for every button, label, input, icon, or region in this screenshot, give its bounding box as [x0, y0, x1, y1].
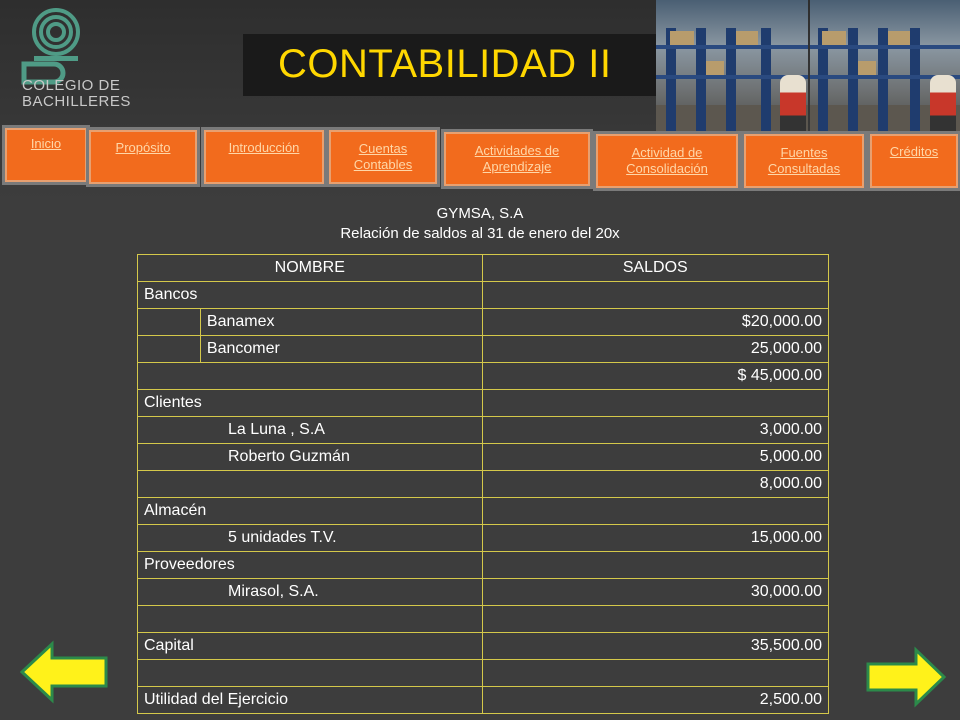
nav-proposito-button[interactable]: Propósito — [89, 130, 197, 184]
row-value: 25,000.00 — [482, 336, 828, 363]
row-label: Capital — [138, 633, 483, 660]
row-label: Clientes — [138, 390, 483, 417]
table-row — [138, 498, 829, 525]
arrow-left-icon[interactable] — [18, 640, 110, 704]
logo-line2: BACHILLERES — [22, 93, 131, 110]
table-row — [138, 579, 829, 606]
row-label: Roberto Guzmán — [138, 444, 483, 471]
table-row — [138, 552, 829, 579]
balance-table — [137, 254, 829, 714]
nav-actividades-aprendizaje-button[interactable]: Actividades de Aprendizaje — [444, 132, 590, 186]
nav-actividad-consolidacion-button[interactable]: Actividad de Consolidación — [596, 134, 738, 188]
row-value: $20,000.00 — [482, 309, 828, 336]
header-saldos: SALDOS — [482, 255, 828, 282]
table-row — [138, 417, 829, 444]
company-name: GYMSA, S.A — [436, 205, 524, 222]
table-row — [138, 363, 829, 390]
row-value: 3,000.00 — [482, 417, 828, 444]
warehouse-photo-2 — [810, 0, 960, 133]
nav-creditos-button[interactable]: Créditos — [870, 134, 958, 188]
row-label: Bancos — [138, 282, 483, 309]
logo-text — [22, 78, 131, 110]
logo-line1: COLEGIO DE — [22, 77, 121, 94]
table-row — [138, 687, 829, 714]
report-subtitle: Relación de saldos al 31 de enero del 20x — [340, 225, 620, 242]
table-row — [138, 282, 829, 309]
arrow-right-icon[interactable] — [864, 646, 948, 708]
header-nombre: NOMBRE — [138, 255, 483, 282]
table-row — [138, 606, 829, 633]
page-title: CONTABILIDAD II — [278, 42, 612, 86]
row-value: 30,000.00 — [482, 579, 828, 606]
nav-inicio-button[interactable]: Inicio — [5, 128, 87, 182]
row-label: La Luna , S.A — [138, 417, 483, 444]
row-label: Utilidad del Ejercicio — [138, 687, 483, 714]
row-label: Banamex — [200, 309, 482, 336]
row-value: 5,000.00 — [482, 444, 828, 471]
nav-fuentes-consultadas-button[interactable]: Fuentes Consultadas — [744, 134, 864, 188]
nav-introduccion-button[interactable]: Introducción — [204, 130, 324, 184]
table-row — [138, 471, 829, 498]
row-label: Proveedores — [138, 552, 483, 579]
row-label: Mirasol, S.A. — [138, 579, 483, 606]
table-row — [138, 444, 829, 471]
table-row — [138, 309, 829, 336]
table-row — [138, 525, 829, 552]
row-value: 35,500.00 — [482, 633, 828, 660]
table-row — [138, 390, 829, 417]
row-total: 8,000.00 — [482, 471, 828, 498]
row-total: $ 45,000.00 — [482, 363, 828, 390]
row-value: 15,000.00 — [482, 525, 828, 552]
nav-cuentas-contables-button[interactable]: Cuentas Contables — [329, 130, 437, 184]
table-row — [138, 633, 829, 660]
table-row — [138, 660, 829, 687]
table-row — [138, 336, 829, 363]
warehouse-photo-1 — [656, 0, 808, 133]
row-label: Almacén — [138, 498, 483, 525]
row-label: 5 unidades T.V. — [138, 525, 483, 552]
table-header-row — [138, 255, 829, 282]
row-label: Bancomer — [200, 336, 482, 363]
row-value: 2,500.00 — [482, 687, 828, 714]
